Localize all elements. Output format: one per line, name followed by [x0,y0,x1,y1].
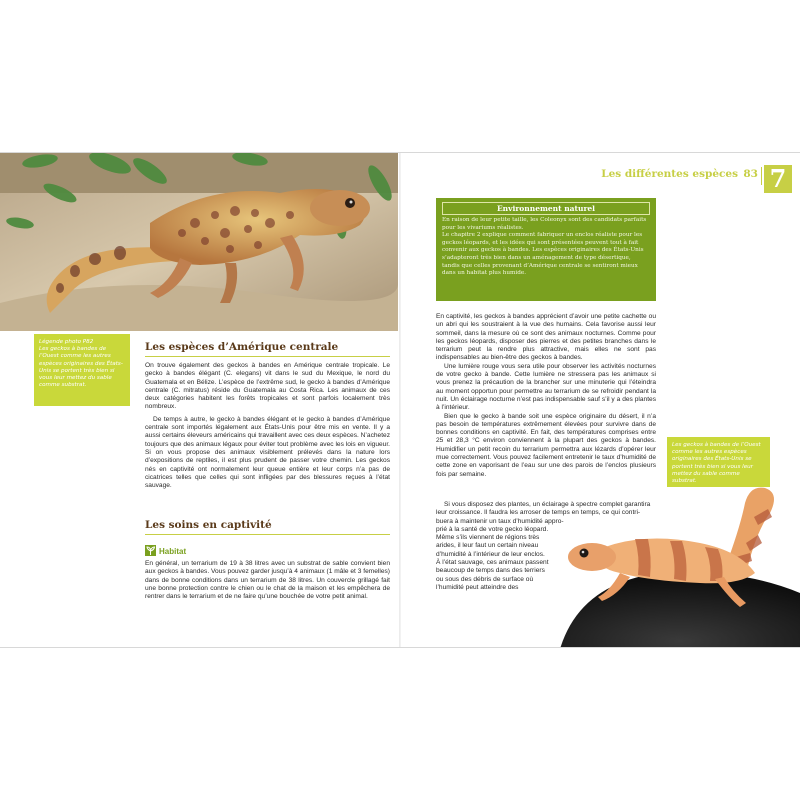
gecko-photo-top [0,153,398,331]
sidebar-natural-environment [436,198,656,301]
section-title: Les espèces d’Amérique centrale [145,341,339,353]
text-line: d’humidité à l’intérieur de leur enclos. [436,550,545,558]
chapter-title: Les différentes espèces [601,168,738,180]
section-care [145,519,390,601]
paragraph: Bien que le gecko à bande soit une espèce originaire du désert, il n’a pas besoin de températures extrêmement élevées pour survivre dans de bonnes conditions en captivité. En fait, des températures comprises entre 25 et 28,3 °C environ conviennent à la plupart des geckos à bandes. Humidifier un petit recoin du terrarium permettra aux lézards d’opérer leur mue correctement. Vous pouvez facilement entretenir le taux d’humidité de cette zone en vaporisant de l’eau sur une des parois de l’enclos plusieurs fois par semaine. [436,412,656,478]
page-gutter [399,153,401,647]
paragraph: On trouve également des geckos à bandes en Amérique centrale tropicale. Le gecko à bandes élégant (C. elegans) vit dans le sud du Mexique, le nord du Guatemala et en Bélize. L’espèce de l’extrême sud, le gecko à bandes d’Amérique centrale (C. mitratus) réside du Guatemala au Costa Rica. Les animaux de ces deux catégories habitent les forêts tropicales et sont parfois localement très nombreux. [145,362,390,411]
book-spread [0,152,800,648]
text-line: ou sous des débris de surface où [436,575,534,583]
text-line: arides, il leur faut un certain niveau [436,542,539,550]
text-line: Si vous disposez des plantes, un éclairage à spectre complet garantira [444,501,651,508]
chapter-number: 7 [764,165,792,193]
gecko-photo-bottom [540,473,800,648]
text-line: Même s’ils viennent de régions très [436,534,540,542]
photo-caption-right: Les geckos à bandes de l’Ouest comme les autres espèces originaires des États-Unis se portent très bien si vous leur mettez du sable comme substrat. [667,437,770,487]
running-header [401,164,800,193]
text-line: prié à la santé de votre gecko léopard. [436,525,549,533]
paragraph: De temps à autre, le gecko à bandes élégant et le gecko à bandes d’Amérique centrale sont importés légalement aux États-Unis pour être mis en vente. Il y a aussi certains éleveurs américains qui travaillent avec ces deux espèces. N’achetez toujours que des animaux légaux pour éviter tout problème avec les lois en vigueur. Si on vous propose des animaux visiblement prélevés dans la nature lors d’expositions de reptiles, il est plus prudent de passer votre chemin. Les geckos nés en captivité ont normalement leur queue entière et leur corps n’a pas de cicatrices telles que celles qui sont infligées par des blessures reçues à l’état sauvage. [145,415,390,490]
paragraph: Une lumière rouge vous sera utile pour observer les activités nocturnes de votre gecko à bande. Cette lumière ne stressera pas les animaux si vous prenez la précaution de la brancher sur une minuterie qui l’éteindra au moment opportun pour permettre au terrarium de se refroidir pendant la nuit. Un éclairage nocturne n’est pas indispensable sauf s’il y a des plantes à l’intérieur. [436,362,656,412]
paragraph: En général, un terrarium de 19 à 38 litres avec un substrat de sable convient bien aux geckos à bandes. Vous pouvez garder jusqu’à 4 animaux (1 mâle et 3 femelles) dans de bonne conditions dans un terrarium de 38 litres. Un couvercle grillagé fait une bonne protection contre le chien ou le chat de la maison et les empêchera de rentrer dans le terrarium et de ne faire qu’une bouchée de votre petit animal. [145,560,390,601]
plant-icon [145,545,156,558]
habitat-label: Habitat [159,547,187,556]
section-rule [145,534,390,535]
text-line: beaucoup de temps dans des terriers [436,567,545,575]
paragraph: En captivité, les geckos à bandes apprécient d’avoir une petite cachette ou un abri qui les soustraient à la vue des humains. Cela favorise aussi leur sommeil, dans la mesure où ce sont des animaux nocturnes. Comme pour les geckos léopards, disposer des pierres et des petites branches dans le terrarium peut la rendre plus attractive, mais elles ne sont pas indispensables au bien-être des geckos à bandes. [436,313,656,362]
paragraph: Le chapitre 2 explique comment fabriquer un enclos réaliste pour les geckos léopards, et les idées qui sont présentées peuvent tout à fait convenir aux geckos à bandes. Les espèces originaires des États-Unis s’adapteront très bien dans un aménagement de type désertique, tandis que celles provenant d’Amérique centrale se sentiront mieux dans un habitat plus humide. [442,232,644,277]
text-line: l’humidité peut atteindre des [436,583,519,591]
habitat-body [145,560,390,601]
right-text [436,313,656,479]
section-central-america [145,341,390,490]
text-line: À l’état sauvage, ces animaux passent [436,559,549,567]
paragraph: En raison de leur petite taille, les Coleonyx sont des candidats parfaits pour les vivariums réalistes. [442,217,647,231]
photo-caption-left: Légende photo P82 Les geckos à bandes de l’Ouest comme les autres espèces originaires des États-Unis se portent très bien si vous leur mettez du sable comme substrat. [34,334,130,406]
sidebar-title: Environnement naturel [442,202,650,215]
section-body [145,362,390,490]
page-number: 83 [743,168,758,180]
section-rule [145,356,390,357]
section-title: Les soins en captivité [145,519,272,531]
text-line: leur croissance. Il faudra les arroser de temps en temps, ce qui contri- [436,509,641,517]
right-body [436,313,656,479]
header-divider [761,167,762,185]
habitat-heading [145,545,390,558]
sidebar-body [436,217,656,278]
text-line: buera à maintenir un taux d’humidité appro- [436,517,564,525]
